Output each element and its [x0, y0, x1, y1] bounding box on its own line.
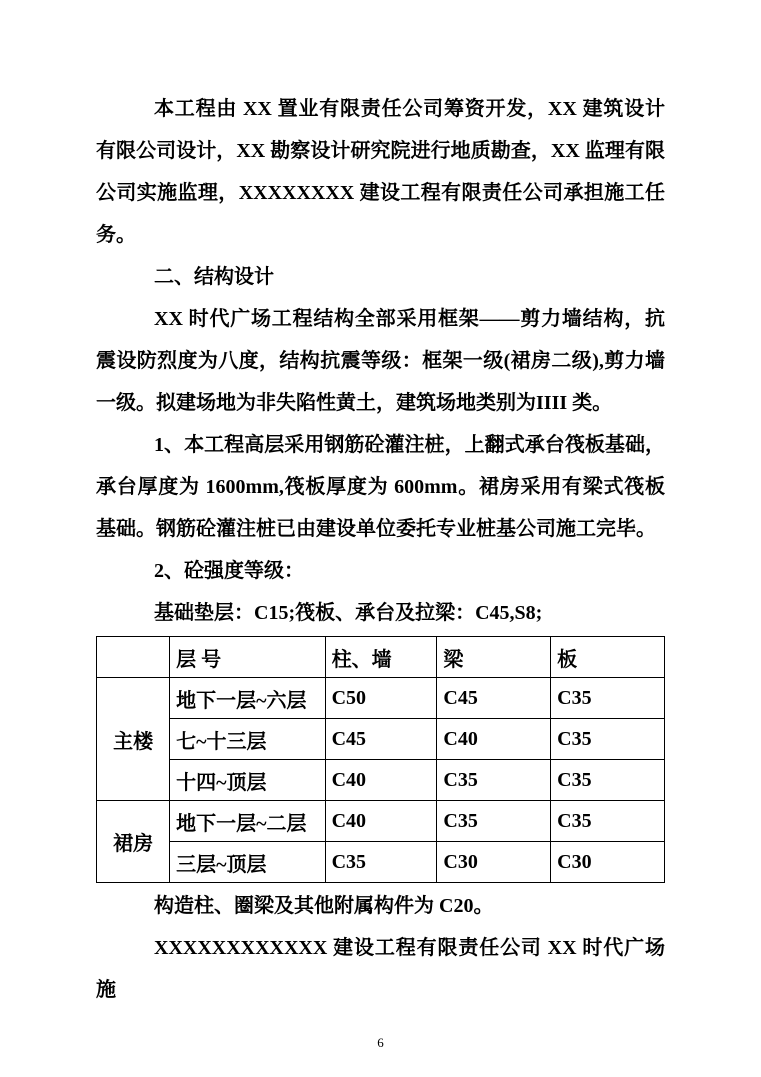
section-heading-structure-design: 二、结构设计 — [154, 266, 274, 288]
cell-beam: C45 — [437, 678, 551, 719]
auxiliary-members-line: 构造柱、圈梁及其他附属构件为 C20。 — [154, 895, 494, 917]
structure-overview-paragraph: XX 时代广场工程结构全部采用框架——剪力墙结构，抗震设防烈度为八度，结构抗震等级：框架一级(裙房二级),剪力墙一级。拟建场地为非失陷性黄土，建筑场地类别为IIII 类。 — [96, 308, 665, 414]
foundation-paragraph: 1、本工程高层采用钢筋砼灌注桩，上翻式承台筏板基础，承台厚度为 1600mm,筏板厚度为 600mm。裙房采用有梁式筏板基础。钢筋砼灌注桩已由建设单位委托专业桩基公司施工完毕。 — [96, 434, 665, 540]
cell-floor: 地下一层~二层 — [170, 801, 325, 842]
row-group-main-building: 主楼 — [97, 678, 170, 801]
cell-floor: 三层~顶层 — [170, 842, 325, 883]
cell-column-wall: C40 — [325, 760, 437, 801]
cell-floor: 七~十三层 — [170, 719, 325, 760]
table-row — [97, 801, 665, 842]
cell-slab: C35 — [551, 760, 665, 801]
foundation-grade-line: 基础垫层：C15;筏板、承台及拉梁：C45,S8; — [154, 602, 543, 624]
cell-beam: C30 — [437, 842, 551, 883]
cell-slab: C30 — [551, 842, 665, 883]
cell-column-wall: C50 — [325, 678, 437, 719]
cell-column-wall: C45 — [325, 719, 437, 760]
col-header-column-wall: 柱、墙 — [325, 637, 437, 678]
cell-beam: C35 — [437, 801, 551, 842]
document-content — [96, 88, 665, 1011]
cell-slab: C35 — [551, 678, 665, 719]
cell-column-wall: C35 — [325, 842, 437, 883]
page-number: 6 — [377, 1035, 384, 1050]
cell-beam: C35 — [437, 760, 551, 801]
col-header-beam: 梁 — [437, 637, 551, 678]
col-header-slab: 板 — [551, 637, 665, 678]
table-corner-cell — [97, 637, 170, 678]
cell-floor: 地下一层~六层 — [170, 678, 325, 719]
col-header-floor: 层 号 — [170, 637, 325, 678]
cell-floor: 十四~顶层 — [170, 760, 325, 801]
closing-paragraph: XXXXXXXXXXXX 建设工程有限责任公司 XX 时代广场施 — [96, 937, 665, 1001]
table-row — [97, 842, 665, 883]
cell-slab: C35 — [551, 801, 665, 842]
row-group-podium: 裙房 — [97, 801, 170, 883]
intro-paragraph: 本工程由 XX 置业有限责任公司筹资开发，XX 建筑设计有限公司设计，XX 勘察设计研究院进行地质勘查，XX 监理有限公司实施监理，XXXXXXXX 建设工程有限责任公司承担施工任务。 — [96, 98, 665, 246]
cell-column-wall: C40 — [325, 801, 437, 842]
table-row — [97, 719, 665, 760]
cell-slab: C35 — [551, 719, 665, 760]
table-row — [97, 678, 665, 719]
concrete-grade-heading: 2、砼强度等级： — [154, 560, 304, 582]
concrete-grade-table — [96, 636, 665, 883]
cell-beam: C40 — [437, 719, 551, 760]
table-header-row — [97, 637, 665, 678]
table-row — [97, 760, 665, 801]
